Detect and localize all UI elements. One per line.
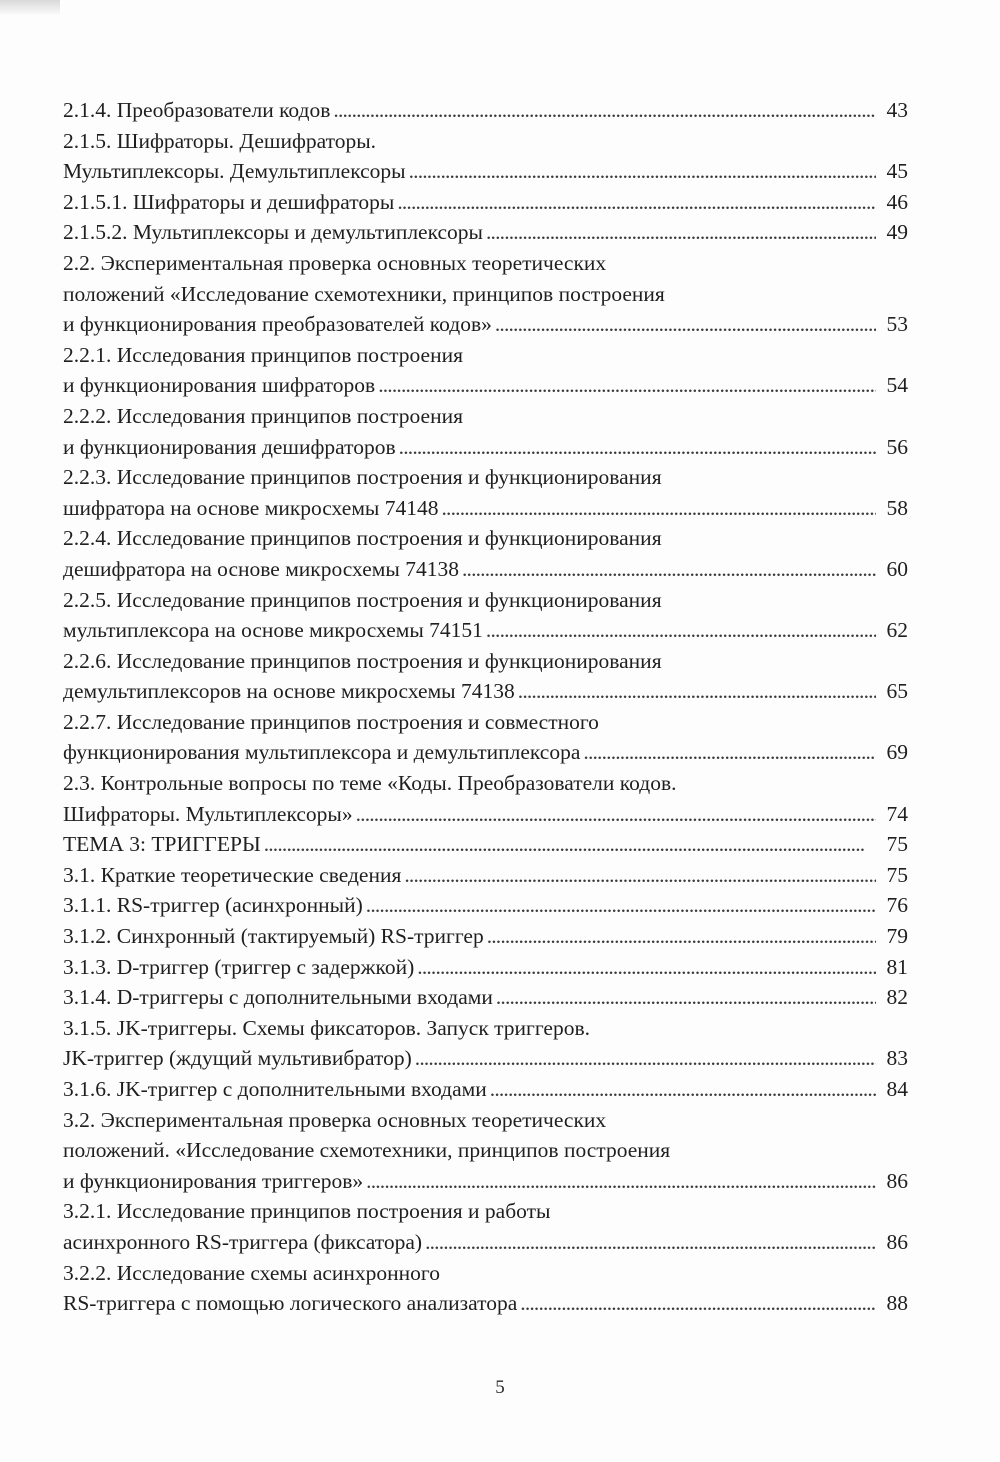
toc-entry [63,952,908,983]
dot-leader [378,370,876,401]
toc-entry-final-line [63,1288,908,1319]
toc-entry [63,523,908,584]
toc-entry-page-number: 81 [886,954,908,979]
toc-entry-title-line: 2.2.3. Исследование принципов построения и функционирования [63,465,662,490]
toc-entry-title: и функционирования триггеров» [63,1168,364,1193]
dot-leader [518,676,876,707]
toc-entry-title: 3.1.2. Синхронный (тактируемый) RS-триггер [63,924,484,949]
toc-entry [63,982,908,1013]
toc-entry [63,248,908,340]
toc-entry-page-number: 49 [886,220,908,245]
toc-entry-final-line [63,799,908,830]
toc-entry-title-line: 3.2.2. Исследование схемы асинхронного [63,1260,440,1285]
dot-leader [495,309,876,340]
toc-entry [63,829,908,860]
toc-entry [63,768,908,829]
dot-leader [520,1288,876,1319]
dot-leader [404,860,876,891]
toc-entry-final-line [63,156,908,187]
toc-entry-page-number: 58 [886,495,908,520]
toc-entry-final-line [63,1043,908,1074]
toc-entry-final-line [63,309,908,340]
toc-entry-title: 2.1.4. Преобразователи кодов [63,98,331,122]
toc-entry-title: функционирования мультиплексора и демультиплексора [63,740,581,765]
toc-entry-title-line: 2.2. Экспериментальная проверка основных теоретических [63,250,607,275]
toc-entry-final-line [63,1074,908,1105]
toc-entry [63,1074,908,1105]
dot-leader [496,982,876,1013]
dot-leader [486,217,876,248]
toc-entry-final-line [63,982,908,1013]
toc-entry [63,401,908,462]
toc-entry-page-number: 43 [886,98,908,122]
dot-leader [264,829,876,860]
toc-entry-final-line [63,95,908,126]
dot-leader [366,1166,876,1197]
dot-leader [366,890,876,921]
dot-leader [409,156,876,187]
toc-entry-title-line: 2.2.7. Исследование принципов построения и совместного [63,709,599,734]
toc-entry-title: дешифратора на основе микросхемы 74138 [63,556,459,581]
toc-entry-title: асинхронного RS-триггера (фиксатора) [63,1229,423,1254]
toc-entry [63,462,908,523]
toc-entry-page-number: 65 [886,679,908,704]
toc-entry-title-line: 2.3. Контрольные вопросы по теме «Коды. Преобразователи кодов. [63,771,677,796]
page-number: 5 [495,1377,505,1398]
toc-entry-page-number: 86 [886,1229,908,1254]
toc-entry-title: Мультиплексоры. Демультиплексоры [63,159,406,184]
dot-leader [397,187,876,218]
toc-entry-title-line: 3.1.5. JK-триггеры. Схемы фиксаторов. Запуск триггеров. [63,1015,590,1040]
toc-entry [63,860,908,891]
dot-leader [490,1074,876,1105]
toc-entry [63,1013,908,1074]
toc-entry-page-number: 54 [886,373,908,398]
toc-entry-page-number: 79 [886,924,908,949]
toc-entry-title-line: 2.2.1. Исследования принципов построения [63,342,463,367]
toc-entry-final-line [63,1166,908,1197]
toc-entry-title: 3.1.3. D-триггер (триггер с задержкой) [63,954,415,979]
toc-entry-title-line: 3.2. Экспериментальная проверка основных теоретических [63,1107,607,1132]
toc-entry-title-line: положений. «Исследование схемотехники, принципов построения [63,1138,671,1163]
toc-entry-title: 3.1. Краткие теоретические сведения [63,862,402,887]
toc-entry-title: 2.1.5.1. Шифраторы и дешифраторы [63,189,395,214]
toc-entry-final-line [63,1227,908,1258]
toc-entry-title-line: положений «Исследование схемотехники, принципов построения [63,281,665,306]
toc-entry-page-number: 82 [886,985,908,1010]
toc-entry [63,1196,908,1257]
toc-entry [63,890,908,921]
toc-entry-page-number: 88 [886,1291,908,1316]
toc-entry-title: 3.1.4. D-триггеры с дополнительными входами [63,985,493,1010]
toc-entry-page-number: 69 [886,740,908,765]
dot-leader [486,615,876,646]
toc-entry [63,585,908,646]
toc-entry-page-number: 74 [886,801,908,826]
toc-entry [63,340,908,401]
toc-entry-page-number: 53 [886,312,908,337]
dot-leader [462,554,876,585]
table-of-contents [63,95,908,1319]
scan-edge-shadow [0,0,60,16]
toc-entry-title: RS-триггера с помощью логического анализатора [63,1291,518,1316]
dot-leader [356,799,876,830]
toc-entry-page-number: 75 [886,862,908,887]
toc-entry [63,921,908,952]
toc-entry-title: демультиплексоров на основе микросхемы 74138 [63,679,515,704]
toc-entry-final-line [63,554,908,585]
toc-entry-page-number: 56 [886,434,908,459]
toc-entry-title: JK-триггер (ждущий мультивибратор) [63,1046,412,1071]
toc-entry-page-number: 60 [886,556,908,581]
toc-entry-title: мультиплексора на основе микросхемы 74151 [63,618,483,643]
toc-entry-final-line [63,676,908,707]
toc-entry [63,126,908,187]
toc-entry-final-line [63,737,908,768]
toc-entry-page-number: 84 [886,1077,908,1101]
toc-entry-title: и функционирования шифраторов [63,373,376,398]
toc-entry-final-line [63,493,908,524]
dot-leader [487,921,876,952]
toc-entry-final-line [63,829,908,860]
toc-entry-title-line: 2.2.4. Исследование принципов построения и функционирования [63,526,662,551]
toc-entry-page-number: 86 [886,1168,908,1193]
toc-entry-title-line: 2.2.6. Исследование принципов построения и функционирования [63,648,662,673]
toc-entry-title-line: 2.1.5. Шифраторы. Дешифраторы. [63,128,377,153]
toc-entry-page-number: 75 [886,832,908,857]
toc-entry-page-number: 83 [886,1046,908,1071]
toc-entry-page-number: 46 [886,189,908,214]
toc-entry-page-number: 45 [886,159,908,184]
toc-entry-title-line: 2.2.5. Исследование принципов построения и функционирования [63,587,662,612]
dot-leader [333,95,876,126]
toc-entry-title-line: 3.2.1. Исследование принципов построения и работы [63,1199,551,1224]
toc-entry [63,217,908,248]
toc-entry-final-line [63,187,908,218]
toc-entry-title: Шифраторы. Мультиплексоры» [63,801,353,826]
dot-leader [417,952,876,983]
toc-entry-title: и функционирования дешифраторов [63,434,396,459]
toc-entry-final-line [63,432,908,463]
toc-entry-final-line [63,860,908,891]
toc-entry [63,187,908,218]
toc-entry-final-line [63,952,908,983]
dot-leader [583,737,876,768]
toc-entry-final-line [63,890,908,921]
toc-entry-title: ТЕМА 3: ТРИГГЕРЫ [63,832,261,857]
dot-leader [399,432,876,463]
toc-entry-final-line [63,615,908,646]
toc-entry-title: 2.1.5.2. Мультиплексоры и демультиплексоры [63,220,483,245]
toc-entry-title: шифратора на основе микросхемы 74148 [63,495,439,520]
toc-entry-title-line: 2.2.2. Исследования принципов построения [63,403,463,428]
toc-entry [63,646,908,707]
toc-entry-title: 3.1.1. RS-триггер (асинхронный) [63,893,363,918]
toc-entry [63,707,908,768]
dot-leader [415,1043,876,1074]
toc-entry [63,95,908,126]
toc-entry-page-number: 62 [886,618,908,643]
toc-entry-title: и функционирования преобразователей кодов» [63,312,492,337]
dot-leader [442,493,877,524]
toc-entry-final-line [63,217,908,248]
toc-entry-title: 3.1.6. JK-триггер с дополнительными входами [63,1077,487,1101]
toc-entry-page-number: 76 [886,893,908,918]
toc-entry-final-line [63,921,908,952]
toc-entry [63,1258,908,1319]
dot-leader [425,1227,876,1258]
toc-entry-final-line [63,370,908,401]
toc-entry [63,1105,908,1197]
